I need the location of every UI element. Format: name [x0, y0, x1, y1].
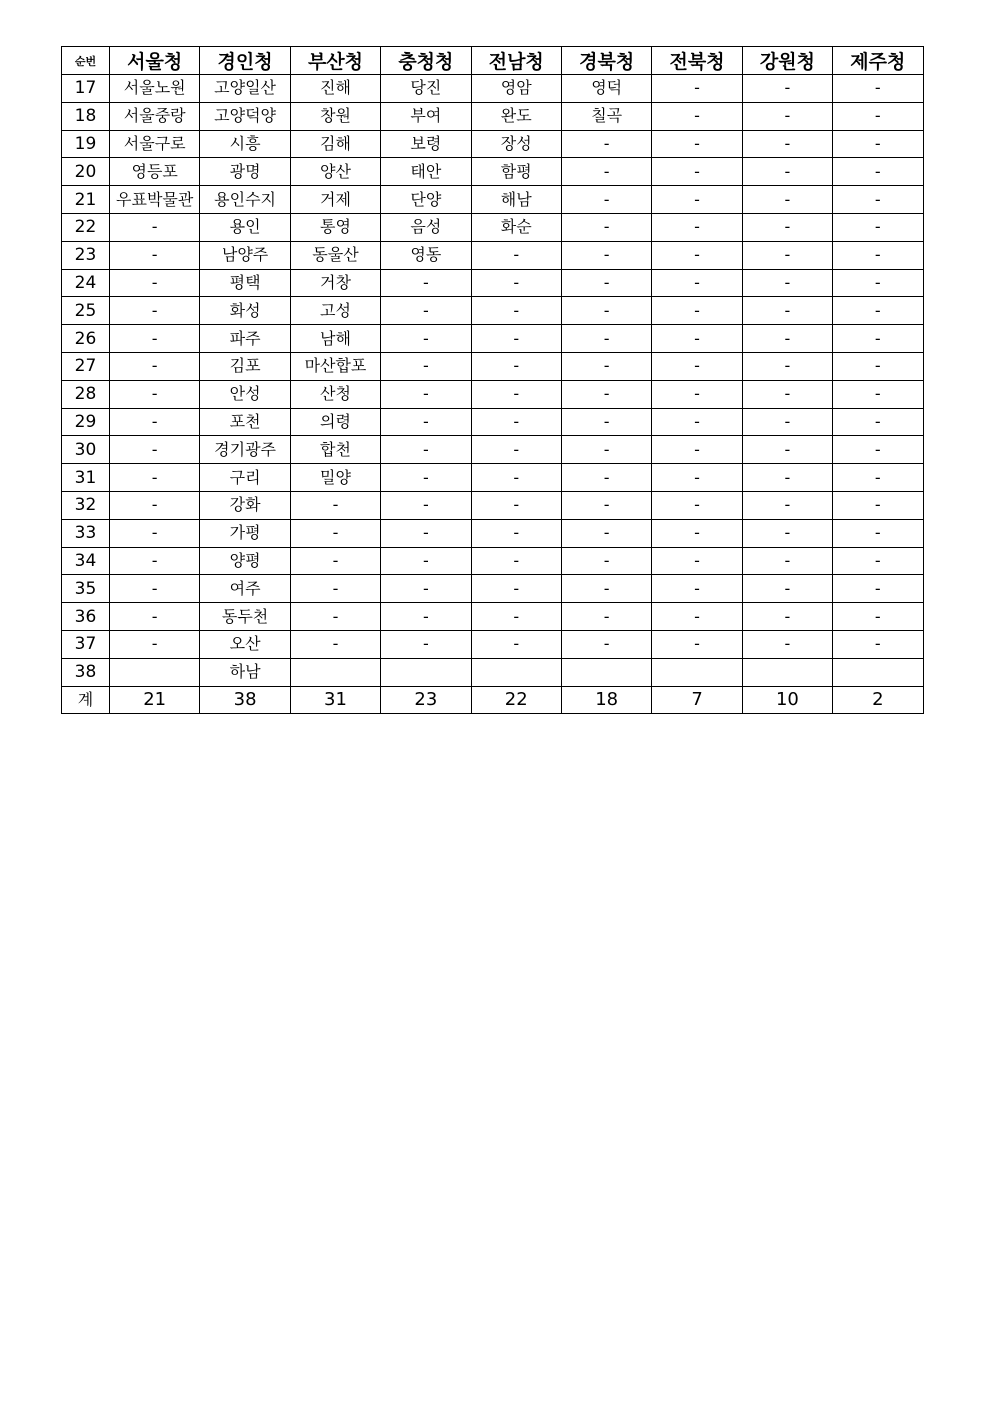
table-cell: - — [381, 269, 471, 297]
table-cell: - — [833, 352, 923, 380]
table-cell: 서울중랑 — [110, 102, 200, 130]
row-index: 33 — [62, 519, 110, 547]
table-cell: - — [561, 297, 651, 325]
table-cell: - — [742, 519, 832, 547]
table-cell: - — [471, 436, 561, 464]
row-index: 24 — [62, 269, 110, 297]
table-cell: - — [652, 519, 742, 547]
column-header-jeju: 제주청 — [833, 47, 923, 75]
table-cell: - — [742, 241, 832, 269]
table-cell: - — [833, 408, 923, 436]
table-cell: - — [652, 408, 742, 436]
table-row — [62, 658, 924, 686]
table-cell: - — [833, 436, 923, 464]
table-cell: 경기광주 — [200, 436, 290, 464]
table-cell: 장성 — [471, 130, 561, 158]
column-header-chungcheong: 충청청 — [381, 47, 471, 75]
table-cell: - — [833, 213, 923, 241]
table-cell: - — [742, 130, 832, 158]
table-cell: - — [561, 603, 651, 631]
table-cell: - — [471, 464, 561, 492]
table-cell: - — [110, 213, 200, 241]
table-cell: - — [381, 603, 471, 631]
table-cell: - — [652, 241, 742, 269]
table-cell: - — [742, 491, 832, 519]
table-cell: 영동 — [381, 241, 471, 269]
table-cell: - — [290, 630, 380, 658]
table-cell: - — [742, 352, 832, 380]
column-header-gyeongbuk: 경북청 — [561, 47, 651, 75]
table-row — [62, 325, 924, 353]
row-index: 21 — [62, 186, 110, 214]
table-cell — [290, 658, 380, 686]
table-cell: - — [471, 408, 561, 436]
row-index: 37 — [62, 630, 110, 658]
column-header-busan: 부산청 — [290, 47, 380, 75]
table-cell: - — [652, 630, 742, 658]
table-cell: - — [471, 352, 561, 380]
table-cell: 단양 — [381, 186, 471, 214]
table-cell: 고성 — [290, 297, 380, 325]
table-cell: 김포 — [200, 352, 290, 380]
table-row — [62, 130, 924, 158]
table-cell: - — [561, 352, 651, 380]
table-cell: - — [742, 297, 832, 325]
table-cell: - — [833, 519, 923, 547]
table-row — [62, 464, 924, 492]
table-cell: - — [561, 464, 651, 492]
table-cell: - — [652, 380, 742, 408]
table-cell: - — [652, 547, 742, 575]
table-cell: - — [110, 547, 200, 575]
column-header-gyeongin: 경인청 — [200, 47, 290, 75]
row-index: 25 — [62, 297, 110, 325]
table-cell: 고양덕양 — [200, 102, 290, 130]
table-cell: - — [833, 269, 923, 297]
table-cell: - — [833, 380, 923, 408]
table-cell: - — [110, 352, 200, 380]
table-cell: - — [471, 325, 561, 353]
table-cell: - — [110, 630, 200, 658]
table-row — [62, 186, 924, 214]
regional-office-table — [61, 46, 924, 714]
table-cell: 여주 — [200, 575, 290, 603]
table-cell: 남양주 — [200, 241, 290, 269]
table-cell: 영등포 — [110, 158, 200, 186]
table-cell: - — [381, 380, 471, 408]
table-cell: - — [471, 491, 561, 519]
table-row — [62, 269, 924, 297]
table-cell: - — [290, 491, 380, 519]
table-cell: - — [652, 75, 742, 103]
table-cell: - — [561, 630, 651, 658]
table-row — [62, 352, 924, 380]
row-index: 32 — [62, 491, 110, 519]
table-cell: - — [381, 297, 471, 325]
total-cell: 22 — [471, 686, 561, 714]
table-cell: - — [742, 75, 832, 103]
table-cell: 안성 — [200, 380, 290, 408]
table-cell: - — [833, 102, 923, 130]
table-cell: - — [561, 380, 651, 408]
total-cell: 31 — [290, 686, 380, 714]
table-cell: - — [471, 630, 561, 658]
table-cell: - — [561, 491, 651, 519]
table-cell: - — [652, 464, 742, 492]
table-cell: - — [742, 408, 832, 436]
table-cell: - — [381, 352, 471, 380]
table-cell: - — [742, 269, 832, 297]
table-cell: 광명 — [200, 158, 290, 186]
table-cell: - — [742, 186, 832, 214]
table-cell: - — [652, 603, 742, 631]
table-cell: - — [381, 519, 471, 547]
row-index: 29 — [62, 408, 110, 436]
table-cell: 평택 — [200, 269, 290, 297]
table-cell: - — [290, 603, 380, 631]
table-cell: - — [742, 436, 832, 464]
table-cell: - — [742, 547, 832, 575]
table-cell: - — [833, 325, 923, 353]
table-cell: - — [742, 158, 832, 186]
table-cell: - — [561, 241, 651, 269]
table-cell: - — [110, 603, 200, 631]
table-cell: - — [652, 436, 742, 464]
table-cell: 하남 — [200, 658, 290, 686]
row-index: 17 — [62, 75, 110, 103]
row-index: 23 — [62, 241, 110, 269]
table-cell: - — [561, 269, 651, 297]
table-cell: 합천 — [290, 436, 380, 464]
table-cell: - — [381, 491, 471, 519]
table-cell: - — [561, 519, 651, 547]
table-cell: - — [110, 380, 200, 408]
table-cell: - — [471, 519, 561, 547]
total-cell: 2 — [833, 686, 923, 714]
table-cell: 음성 — [381, 213, 471, 241]
row-index: 18 — [62, 102, 110, 130]
table-cell: 양산 — [290, 158, 380, 186]
table-cell: - — [381, 408, 471, 436]
table-cell — [833, 658, 923, 686]
table-row — [62, 297, 924, 325]
table-cell: - — [652, 158, 742, 186]
table-cell: 태안 — [381, 158, 471, 186]
row-index: 31 — [62, 464, 110, 492]
table-cell: - — [652, 297, 742, 325]
table-cell: 고양일산 — [200, 75, 290, 103]
table-cell: - — [742, 102, 832, 130]
table-cell: 우표박물관 — [110, 186, 200, 214]
table-cell: - — [652, 186, 742, 214]
table-cell — [110, 658, 200, 686]
table-body — [62, 75, 924, 687]
table-cell: 서울구로 — [110, 130, 200, 158]
table-cell: - — [742, 603, 832, 631]
row-index: 28 — [62, 380, 110, 408]
table-cell: - — [290, 547, 380, 575]
table-cell: - — [833, 75, 923, 103]
table-cell: - — [742, 325, 832, 353]
table-cell — [652, 658, 742, 686]
table-cell: - — [561, 408, 651, 436]
table-cell: 동두천 — [200, 603, 290, 631]
total-cell: 21 — [110, 686, 200, 714]
column-header-gangwon: 강원청 — [742, 47, 832, 75]
table-header-row — [62, 47, 924, 75]
table-cell: - — [471, 380, 561, 408]
table-cell: - — [742, 464, 832, 492]
table-cell: 화성 — [200, 297, 290, 325]
table-row — [62, 630, 924, 658]
table-cell: - — [833, 491, 923, 519]
table-cell: 동울산 — [290, 241, 380, 269]
table-cell: - — [742, 380, 832, 408]
table-cell: - — [561, 575, 651, 603]
total-cell: 7 — [652, 686, 742, 714]
table-row — [62, 491, 924, 519]
table-row — [62, 547, 924, 575]
table-cell: - — [652, 130, 742, 158]
table-cell: - — [110, 297, 200, 325]
table-cell: 거제 — [290, 186, 380, 214]
table-cell: - — [381, 436, 471, 464]
row-index: 19 — [62, 130, 110, 158]
table-row — [62, 603, 924, 631]
table-cell: 구리 — [200, 464, 290, 492]
table-cell — [742, 658, 832, 686]
table-cell: - — [110, 436, 200, 464]
table-cell: - — [833, 297, 923, 325]
table-row — [62, 158, 924, 186]
table-cell: - — [561, 186, 651, 214]
column-header-index: 순번 — [62, 47, 110, 75]
row-index: 34 — [62, 547, 110, 575]
table-cell: - — [742, 630, 832, 658]
table-row — [62, 575, 924, 603]
table-cell — [561, 658, 651, 686]
column-header-jeonnam: 전남청 — [471, 47, 561, 75]
table-cell: - — [290, 575, 380, 603]
table-cell: 거창 — [290, 269, 380, 297]
table-cell: 오산 — [200, 630, 290, 658]
table-cell: - — [652, 491, 742, 519]
table-cell: - — [561, 436, 651, 464]
table-cell: - — [110, 491, 200, 519]
table-cell: - — [110, 575, 200, 603]
row-index: 27 — [62, 352, 110, 380]
table-cell: - — [833, 603, 923, 631]
table-cell: - — [652, 269, 742, 297]
table-cell: 영덕 — [561, 75, 651, 103]
row-index: 38 — [62, 658, 110, 686]
table-cell: - — [833, 575, 923, 603]
table-cell: 양평 — [200, 547, 290, 575]
table-cell: - — [561, 130, 651, 158]
table-cell: 칠곡 — [561, 102, 651, 130]
table-cell: 영암 — [471, 75, 561, 103]
total-cell: 38 — [200, 686, 290, 714]
table-cell: 가평 — [200, 519, 290, 547]
table-cell: - — [833, 630, 923, 658]
table-cell: - — [110, 464, 200, 492]
table-cell — [381, 658, 471, 686]
row-index: 30 — [62, 436, 110, 464]
table-cell: - — [471, 575, 561, 603]
table-cell: - — [110, 519, 200, 547]
table-cell: - — [381, 464, 471, 492]
table-row — [62, 408, 924, 436]
table-cell: - — [471, 547, 561, 575]
row-index: 26 — [62, 325, 110, 353]
table-row — [62, 519, 924, 547]
row-index: 22 — [62, 213, 110, 241]
table-cell: 보령 — [381, 130, 471, 158]
table-cell: - — [833, 186, 923, 214]
table-cell: - — [652, 575, 742, 603]
table-cell: - — [833, 158, 923, 186]
table-row — [62, 102, 924, 130]
table-cell: - — [381, 630, 471, 658]
table-cell: 시흥 — [200, 130, 290, 158]
table-cell: - — [561, 547, 651, 575]
total-row — [62, 686, 924, 714]
table-cell: 통영 — [290, 213, 380, 241]
total-cell: 10 — [742, 686, 832, 714]
table-cell: 당진 — [381, 75, 471, 103]
table-cell: - — [833, 130, 923, 158]
table-cell: - — [110, 241, 200, 269]
table-cell: - — [381, 547, 471, 575]
table-cell: 용인 — [200, 213, 290, 241]
table-cell: - — [561, 213, 651, 241]
table-cell: - — [110, 325, 200, 353]
table-cell: 김해 — [290, 130, 380, 158]
row-index: 20 — [62, 158, 110, 186]
row-index: 36 — [62, 603, 110, 631]
table-cell: - — [381, 575, 471, 603]
table-row — [62, 436, 924, 464]
table-cell: - — [290, 519, 380, 547]
table-cell: - — [561, 158, 651, 186]
table-cell: - — [742, 575, 832, 603]
table-cell: - — [381, 325, 471, 353]
table-cell: 함평 — [471, 158, 561, 186]
table-cell: 부여 — [381, 102, 471, 130]
table-cell: 용인수지 — [200, 186, 290, 214]
table-cell: 산청 — [290, 380, 380, 408]
table-cell: - — [652, 102, 742, 130]
table-cell: - — [471, 603, 561, 631]
table-cell: - — [652, 213, 742, 241]
table-row — [62, 213, 924, 241]
column-header-seoul: 서울청 — [110, 47, 200, 75]
table-cell: - — [471, 241, 561, 269]
table-cell: 진해 — [290, 75, 380, 103]
table-cell — [471, 658, 561, 686]
table-cell: - — [561, 325, 651, 353]
table-cell: 남해 — [290, 325, 380, 353]
table-cell: 완도 — [471, 102, 561, 130]
table-cell: 밀양 — [290, 464, 380, 492]
total-cell: 23 — [381, 686, 471, 714]
table-cell: - — [833, 547, 923, 575]
table-row — [62, 241, 924, 269]
table-cell: - — [471, 297, 561, 325]
table-cell: - — [742, 213, 832, 241]
table-cell: 해남 — [471, 186, 561, 214]
table-cell: 창원 — [290, 102, 380, 130]
table-cell: - — [652, 352, 742, 380]
table-cell: - — [652, 325, 742, 353]
table-cell: 의령 — [290, 408, 380, 436]
total-label: 계 — [62, 686, 110, 714]
table-cell: - — [110, 408, 200, 436]
total-cell: 18 — [561, 686, 651, 714]
table-cell: 파주 — [200, 325, 290, 353]
table-row — [62, 380, 924, 408]
table-cell: - — [833, 464, 923, 492]
row-index: 35 — [62, 575, 110, 603]
table-cell: - — [471, 269, 561, 297]
table-cell: 서울노원 — [110, 75, 200, 103]
column-header-jeonbuk: 전북청 — [652, 47, 742, 75]
table-cell: - — [833, 241, 923, 269]
table-cell: - — [110, 269, 200, 297]
table-cell: 화순 — [471, 213, 561, 241]
table-row — [62, 75, 924, 103]
table-cell: 마산합포 — [290, 352, 380, 380]
table-cell: 포천 — [200, 408, 290, 436]
table-cell: 강화 — [200, 491, 290, 519]
